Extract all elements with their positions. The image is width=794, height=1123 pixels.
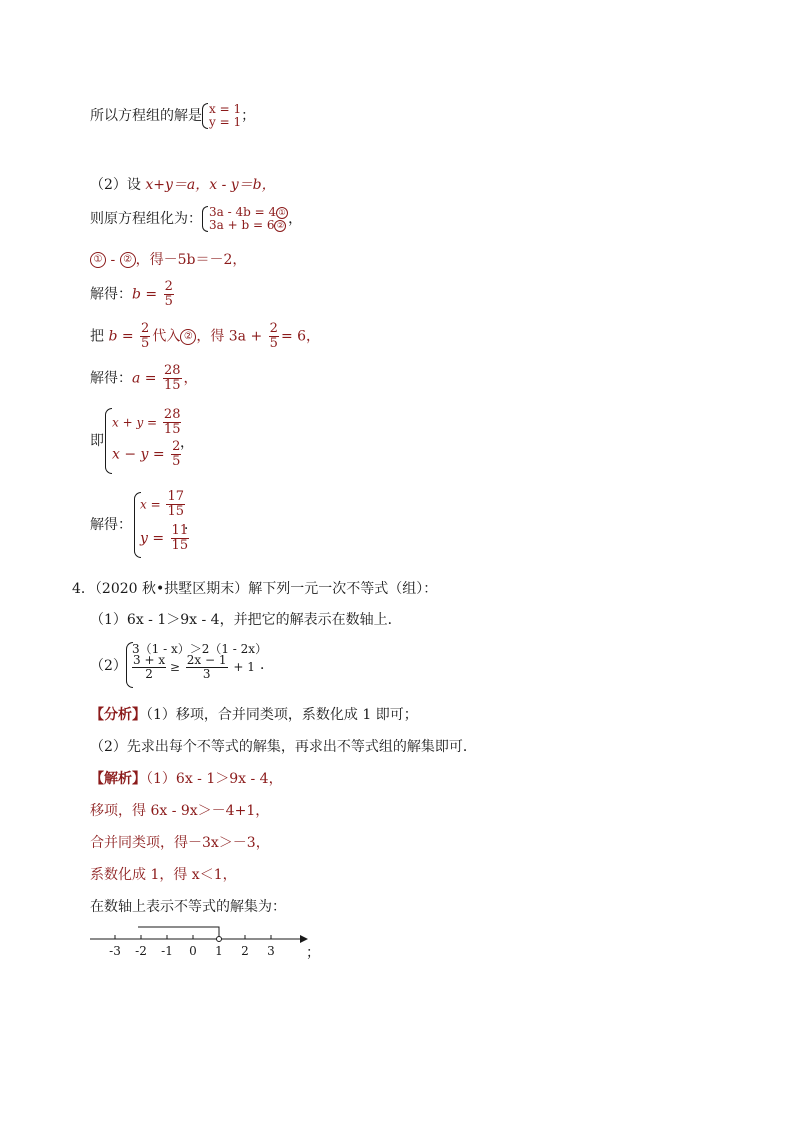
fraction: $\frac{2}{5}$ bbox=[269, 321, 278, 351]
fraction: $\frac{28}{15}$ bbox=[163, 407, 181, 437]
number-line-label: 1 bbox=[215, 944, 223, 958]
question-4-part-1: （1）6x - 1＞9x - 4，并把它的解表示在数轴上． bbox=[90, 612, 402, 628]
number-line-arrow bbox=[300, 935, 308, 943]
fraction: $\frac{2}{5}$ bbox=[141, 321, 150, 351]
line-subtract: ① - ② ，得－5b＝－2， bbox=[90, 251, 246, 269]
line-transformed-system: 则原方程组化为： 3a - 4b = 4 ① 3a + b = 6 ② ， bbox=[90, 205, 303, 232]
analysis-line-1: 【分析】（1）移项，合并同类项，系数化成 1 即可； bbox=[90, 707, 418, 723]
solution-ray bbox=[138, 927, 219, 937]
analysis-line-2: （2）先求出每个不等式的解集，再求出不等式组的解集即可． bbox=[90, 739, 477, 755]
line-solution-1: 所以方程组的解是 x = 1 y = 1 ； bbox=[90, 102, 256, 129]
number-line bbox=[86, 918, 326, 962]
number-line-label: 2 bbox=[241, 944, 249, 958]
number-line-label: -1 bbox=[161, 944, 173, 958]
solution-step-coefficient: 系数化成 1，得 x＜1， bbox=[90, 867, 237, 883]
question-4-title: 4．（2020 秋•拱墅区期末）解下列一元一次不等式（组）： bbox=[72, 581, 438, 597]
solution-step-combine: 合并同类项，得－3x＞－3， bbox=[90, 835, 270, 851]
number-line-label: -2 bbox=[135, 944, 147, 958]
fraction: $\frac{17}{15}$ bbox=[167, 489, 184, 519]
fraction: $\frac{28}{15}$ bbox=[163, 363, 181, 393]
line-solve-a: 解得：a = $\frac{28}{15}$ ， bbox=[90, 363, 198, 393]
fraction: $\frac{11}{15}$ bbox=[171, 523, 189, 553]
line-substitution: （2）设 x+y＝a，x - y＝b， bbox=[90, 177, 276, 193]
solution-line-1: 【解析】（1）6x - 1＞9x - 4， bbox=[90, 771, 283, 787]
line-substitute-b: 把 b = $\frac{2}{5}$ 代入 ② ，得 3a + $\frac{2}{5}$ = 6， bbox=[90, 321, 321, 351]
equation-system: x = 1 y = 1 bbox=[202, 103, 241, 129]
number-line-label: -3 bbox=[109, 944, 121, 958]
numberline-end-mark: ； bbox=[306, 945, 320, 961]
line-solve-b: 解得：b = $\frac{2}{5}$ bbox=[90, 279, 173, 309]
fraction: $\frac{2}{5}$ bbox=[172, 439, 181, 469]
number-line-label: 3 bbox=[267, 944, 275, 958]
equation-system: 3a - 4b = 4 ① 3a + b = 6 ② bbox=[202, 206, 288, 232]
open-circle-marker bbox=[217, 937, 222, 942]
solution-step-numberline-intro: 在数轴上表示不等式的解集为： bbox=[90, 899, 286, 915]
fraction: $\frac{2}{5}$ bbox=[164, 279, 173, 309]
number-line-label: 0 bbox=[189, 944, 197, 958]
solution-step-move: 移项，得 6x - 9x＞－4+1， bbox=[90, 803, 270, 819]
